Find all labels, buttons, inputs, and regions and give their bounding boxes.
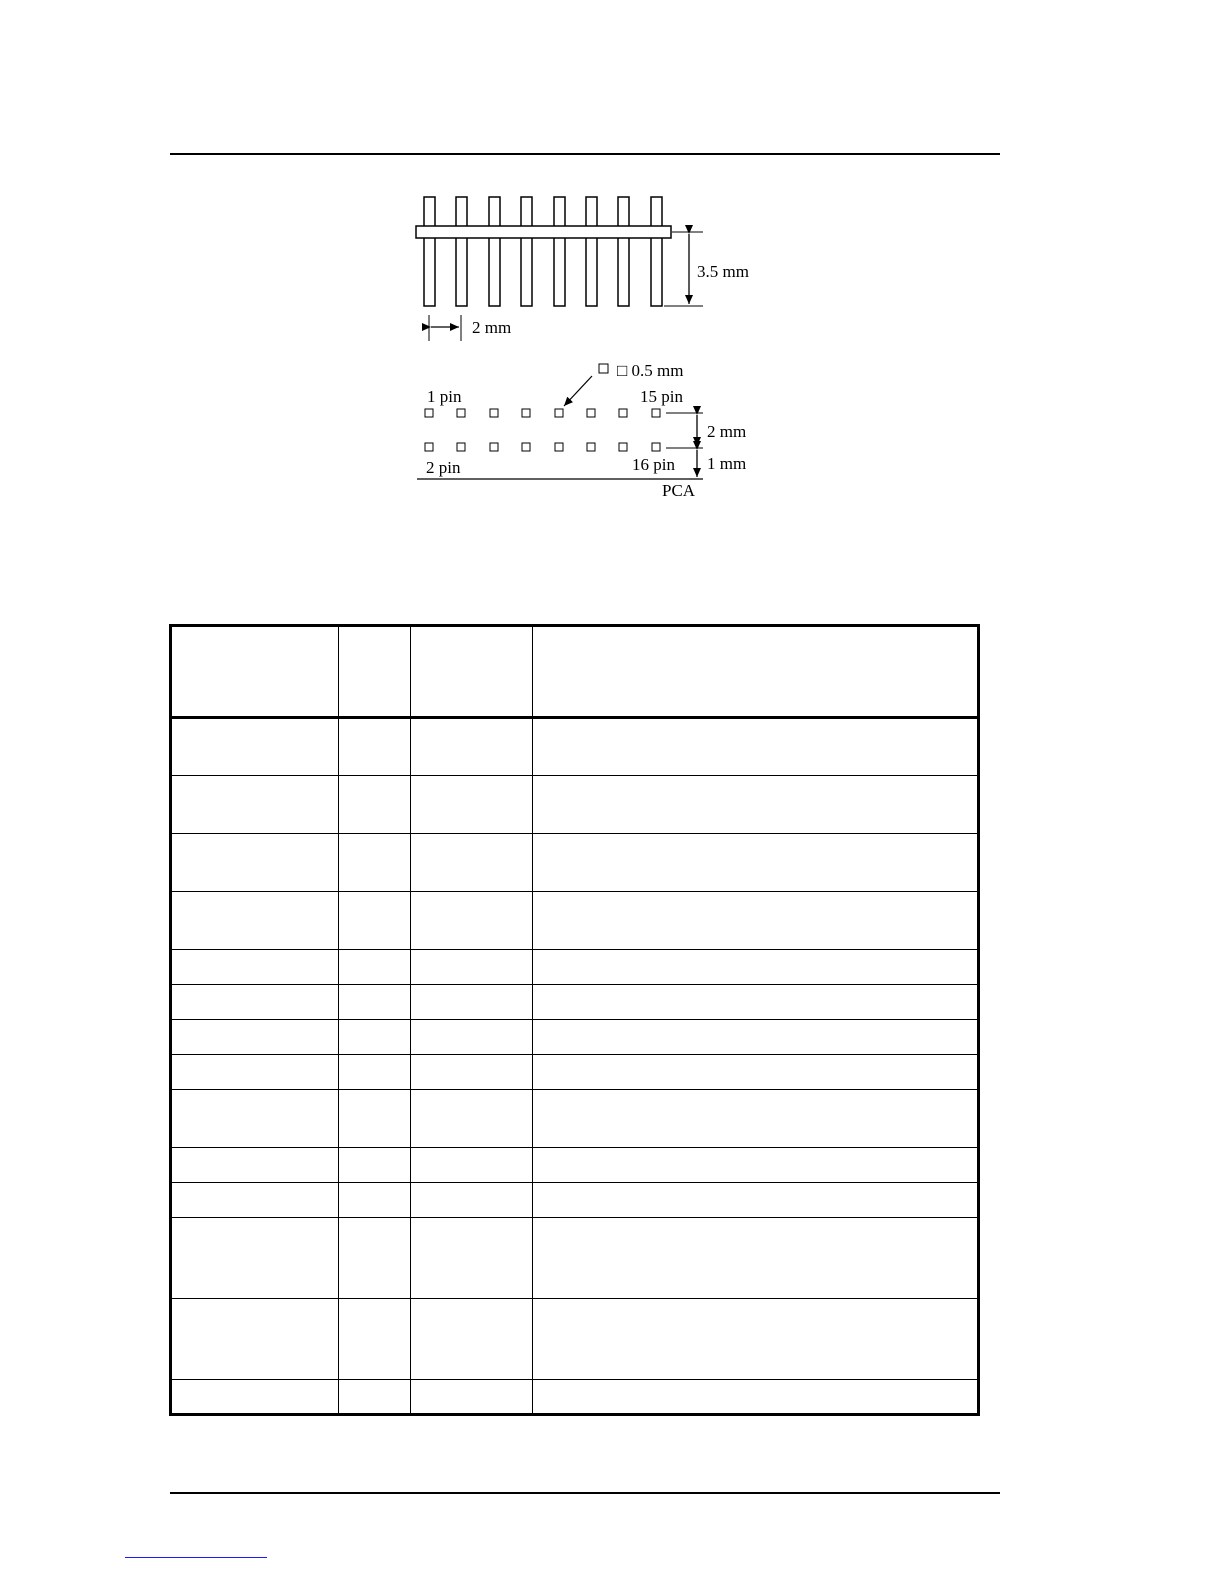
table-cell (411, 892, 533, 950)
table-cell (171, 1090, 339, 1148)
table-row (171, 834, 979, 892)
table-cell (171, 1148, 339, 1183)
pin16-label: 16 pin (632, 455, 675, 474)
pad (522, 409, 530, 417)
pad (652, 409, 660, 417)
table-cell (339, 1380, 411, 1415)
connector-body (416, 226, 671, 238)
table-row (171, 1380, 979, 1415)
pin (424, 197, 435, 306)
connector-diagram (0, 0, 1224, 600)
table-header-cell (533, 626, 979, 718)
table-row (171, 985, 979, 1020)
table-row (171, 1020, 979, 1055)
table-row (171, 776, 979, 834)
table-row (171, 1183, 979, 1218)
pad-size-label: □ 0.5 mm (617, 361, 684, 380)
table-cell (339, 1090, 411, 1148)
table-cell (171, 776, 339, 834)
table-cell (411, 1020, 533, 1055)
pad (587, 409, 595, 417)
table-cell (171, 985, 339, 1020)
pin-header-side-view (424, 197, 662, 306)
table-cell (339, 1055, 411, 1090)
table-cell (533, 1148, 979, 1183)
table-cell (411, 1090, 533, 1148)
table-cell (339, 1148, 411, 1183)
table-cell (171, 1020, 339, 1055)
footer-rule (170, 1492, 1000, 1494)
table-cell (339, 892, 411, 950)
table-cell (533, 834, 979, 892)
table-cell (533, 718, 979, 776)
table-cell (533, 985, 979, 1020)
pad-size-icon (599, 364, 608, 373)
table-cell (533, 1020, 979, 1055)
table-cell (533, 1218, 979, 1299)
table-cell (171, 1380, 339, 1415)
edge-offset-label: 1 mm (707, 454, 747, 473)
table-cell (171, 1055, 339, 1090)
table-cell (411, 1218, 533, 1299)
table-cell (171, 950, 339, 985)
table-cell (533, 1090, 979, 1148)
table-cell (411, 1055, 533, 1090)
table-header-cell (339, 626, 411, 718)
table-cell (411, 1183, 533, 1218)
pin (554, 197, 565, 306)
pin (521, 197, 532, 306)
footer-link-underline[interactable] (125, 1557, 267, 1558)
table-cell (411, 1380, 533, 1415)
table-cell (171, 1183, 339, 1218)
height-dimension-label: 3.5 mm (697, 262, 749, 281)
pad-leader-arrow (564, 376, 592, 406)
table-cell (533, 892, 979, 950)
board-label: PCA (662, 481, 696, 500)
table-cell (171, 892, 339, 950)
pin (586, 197, 597, 306)
pad (587, 443, 595, 451)
pad (457, 443, 465, 451)
table-cell (411, 834, 533, 892)
pad (555, 409, 563, 417)
table-cell (533, 1380, 979, 1415)
table-cell (411, 950, 533, 985)
table-cell (411, 718, 533, 776)
table-row (171, 1148, 979, 1183)
row-spacing-label: 2 mm (707, 422, 747, 441)
table-cell (411, 776, 533, 834)
table-cell (339, 985, 411, 1020)
table-cell (533, 950, 979, 985)
table-cell (171, 1218, 339, 1299)
table-cell (339, 718, 411, 776)
table-cell (533, 1055, 979, 1090)
table-header-cell (411, 626, 533, 718)
table-cell (533, 776, 979, 834)
table-cell (411, 1299, 533, 1380)
pad (425, 443, 433, 451)
table-row (171, 892, 979, 950)
pin (651, 197, 662, 306)
table-cell (339, 776, 411, 834)
pin-assignment-table (169, 624, 980, 1416)
pad (619, 443, 627, 451)
table-cell (339, 1218, 411, 1299)
pad (619, 409, 627, 417)
table-cell (339, 1183, 411, 1218)
table-header-row (171, 626, 979, 718)
pin (489, 197, 500, 306)
pad (457, 409, 465, 417)
table-row (171, 1055, 979, 1090)
pitch-dimension-label: 2 mm (472, 318, 512, 337)
table-cell (533, 1183, 979, 1218)
pin (456, 197, 467, 306)
pad (522, 443, 530, 451)
table-cell (171, 1299, 339, 1380)
table-row (171, 1218, 979, 1299)
pad (555, 443, 563, 451)
pin2-label: 2 pin (426, 458, 461, 477)
table-cell (339, 1299, 411, 1380)
table-cell (339, 950, 411, 985)
table-header-cell (171, 626, 339, 718)
pad (490, 409, 498, 417)
pin1-label: 1 pin (427, 387, 462, 406)
table-row (171, 718, 979, 776)
table-cell (411, 1148, 533, 1183)
table-row (171, 1299, 979, 1380)
table-cell (533, 1299, 979, 1380)
pad (652, 443, 660, 451)
table-cell (339, 834, 411, 892)
table-row (171, 1090, 979, 1148)
pin (618, 197, 629, 306)
table-cell (171, 718, 339, 776)
table-cell (171, 834, 339, 892)
table-cell (411, 985, 533, 1020)
table-row (171, 950, 979, 985)
pad (490, 443, 498, 451)
pad (425, 409, 433, 417)
pad-row-even (425, 443, 660, 451)
table-cell (339, 1020, 411, 1055)
pin15-label: 15 pin (640, 387, 683, 406)
pad-row-odd (425, 409, 660, 417)
